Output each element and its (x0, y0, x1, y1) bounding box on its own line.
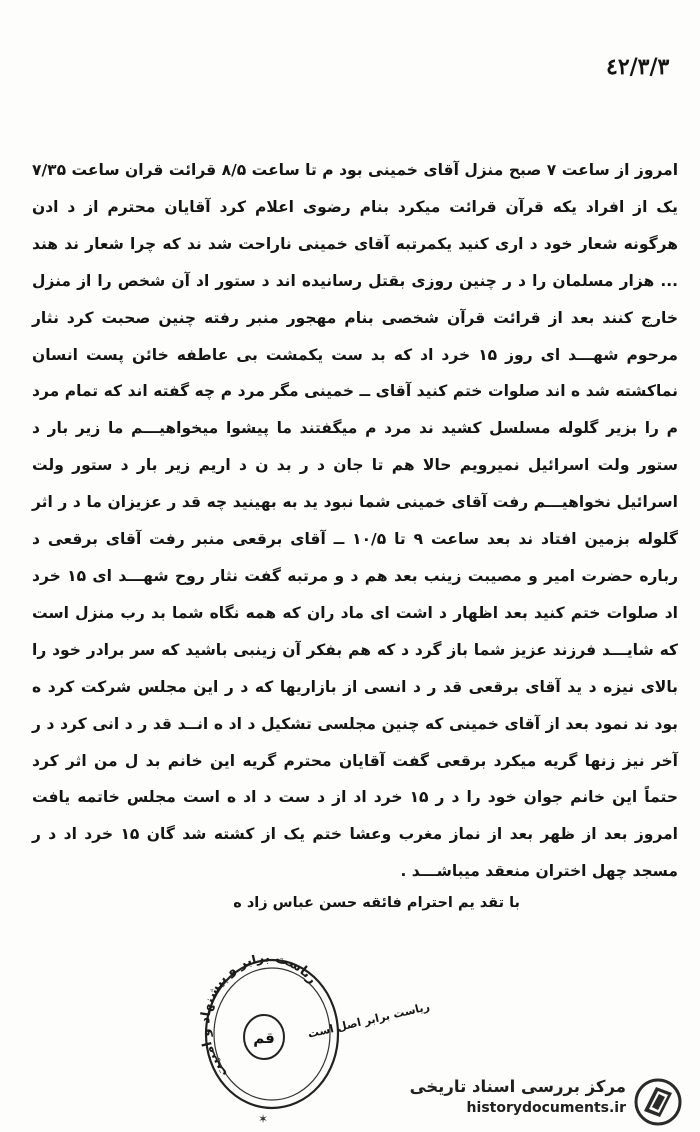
report-body: امروز از ساعت ۷ صبح منزل آقای خمینی بود م تا ساعت ۸/۵ قرائت قران ساعت ۷/۳۵ یک از افراد یکه قرآن قرائت میکرد بنام رضوی اعلام کرد آقایان محترم از د ادن هرگونه شعار خود د اری کنید یکمرتبه آقای خمینی ناراحت شد ند که چرا شعار ند هند ... هزار مسلمان را د ر چنین روزی بقتل رسانیده اند د ستور اد آن شخص را از منزل خارج کنند بعد از قرائت قرآن شخصی بنام مهجور منبر رفته چنین صحبت کرد نثار مرحوم شهـــد ای روز ۱۵ خرد اد که بد ست یکمشت بی عاطفه خائن پست انسان نماکشته شد ه اند صلوات ختم کنید آقای ــ خمینی مگر مرد م چه گفته اند که تمام مرد م را بزیر گلوله مسلسل کشید ند مرد م میگفتند ما پیشوا میخواهیـــم ما زیر بار د ستور ولت اسرائیل نمیرویم حالا هم تا جان د ر بد ن د اریم زیر بار د ستور ولت اسرائیل نخواهیـــم رفت آقای خمینی شما نبود ید به بهینید چه قد ر عزیزان ما د ر اثر گلوله بزمین افتاد ند بعد ساعت ۹ تا ۱۰/۵ ــ آقای برقعی منبر رفت آقای برقعی د رباره حضرت امیر و مصیبت زینب بعد هم د و مرتبه گفت نثار روح شهـــد ای ۱۵ خرد اد صلوات ختم کنید بعد اظهار د اشت ای ماد ران که همه نگاه شما بد رب منزل است که شایـــد فرزند عزیز شما باز گرد د که هم بفکر آن زینبی باشید که سر برادر خود را بالای نیزه د ید آقای برقعی قد ر د انسی از بازاریها که د ر این مجلس شرکت کرد ه بود ند نمود بعد از آقای خمینی که چنین مجلسی تشکیل د اد ه انــد قد ر د انی کرد د ر آخر نیز زنها گریه میکرد برقعی گفت آقایان محترم گریه این خانم بد ل من اثر کرد حتماً این خانم جوان خود را د ر ۱۵ خرد اد از د ست د اد ه است مجلس خاتمه یافت امروز بعد از ظهر بعد از نماز مغرب وعشا ختم یک از کشته شد گان ۱۵ خرد اد د ر مسجد چهل اختران منعقد میباشـــد . (32, 161, 679, 881)
svg-text:ریاست برابر و پیشنهاد و امنیت (198, 955, 320, 1080)
archive-logo-icon (632, 1077, 684, 1127)
closing-signature-line: با تقد یم احترام فائقه حسن عباس زاد ه (233, 895, 520, 911)
seal-outer-text: ریاست برابر و پیشنهاد و امنیت (198, 955, 320, 1081)
watermark-url: historydocuments.ir (466, 1100, 626, 1116)
seal-center-text: قم (253, 1029, 275, 1047)
document-date: ٤٢/٣/٣ (606, 54, 670, 80)
watermark-title: مرکز بررسی اسناد تاریخی (409, 1077, 626, 1096)
archive-watermark (409, 1077, 690, 1127)
star-mark: ✶ (258, 1112, 269, 1126)
seal-caption: ریاست برابر اصل است (306, 1000, 431, 1041)
